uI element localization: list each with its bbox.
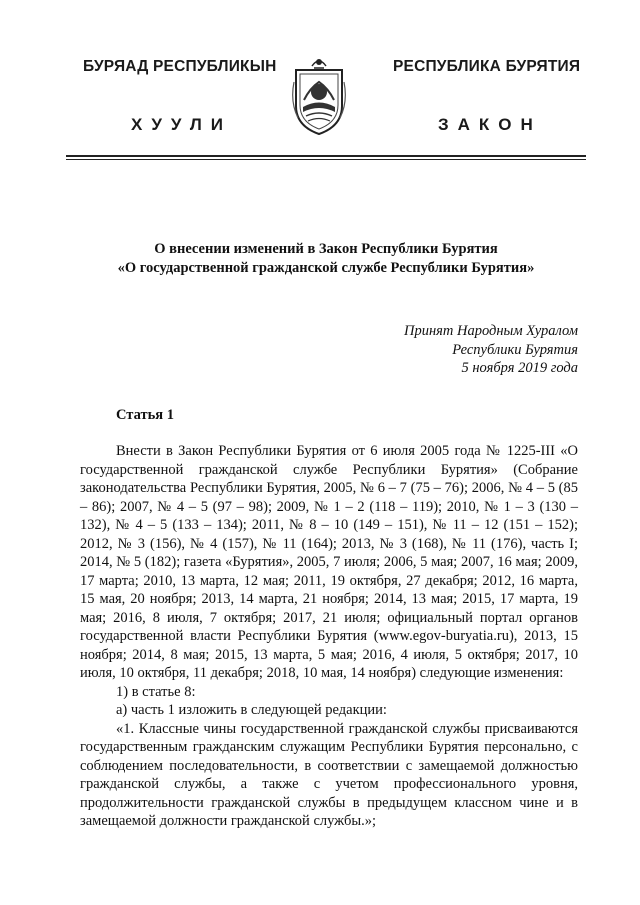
adoption-date: 5 ноября 2019 года	[461, 360, 578, 376]
header-left-subtitle: ХУУЛИ	[131, 115, 232, 134]
header-right-subtitle: ЗАКОН	[438, 115, 542, 134]
law-title	[66, 240, 586, 278]
article-quote-paragraph: «1. Классные чины государственной гражданской службы присваиваются государственным гражданским служащим Республики Бурятия персонально, с соблюдением последовательности, в соответствии с замещаемой должностью гражданской службы, а также с учетом профессионального уровня, продолжительности гражданской службы в предыдущем классном чине и в замещаемой должности гражданской службы.»;	[80, 720, 578, 829]
law-title-line-2: «О государственной гражданской службе Республики Бурятия»	[117, 260, 535, 276]
article-item-1a: а) часть 1 изложить в следующей редакции:	[116, 702, 387, 718]
law-title-line-1: О внесении изменений в Закон Республики Бурятия	[154, 241, 498, 257]
adoption-line-1: Принят Народным Хуралом	[403, 323, 578, 339]
coat-of-arms-icon	[290, 52, 348, 136]
header-right-title: РЕСПУБЛИКА БУРЯТИЯ	[393, 58, 581, 75]
header-left-title: БУРЯАД РЕСПУБЛИКЫН	[83, 58, 277, 75]
article-heading: Статья 1	[116, 407, 174, 423]
article-body	[80, 442, 578, 831]
adoption-note	[278, 322, 578, 378]
header-divider-thick	[66, 155, 586, 157]
article-intro-paragraph: Внести в Закон Республики Бурятия от 6 июля 2005 года № 1225-III «О государственной гражданской службе Республики Бурятия» (Собрание законодательства Республики Бурятия, 2005, № 6 – 7 (75 – 76); 2006, № 4 – 5 (85 – 86); 2007, № 4 – 5 (97 – 98); 2009, № 1 – 2 (118 – 119); 2010, № 1 – 3 (130 – 132), № 4 – 5 (133 – 134); 2011, № 8 – 10 (149 – 151), № 11 – 12 (151 – 152); 2012, № 3 (156), № 4 (157), № 11 (164); 2013, № 3 (168), № 11 (176), часть I; 2014, № 5 (182); газета «Бурятия», 2005, 7 июля; 2006, 5 мая; 2007, 16 мая; 2009, 17 марта; 2010, 13 марта, 12 мая; 2011, 19 октября, 27 декабря; 2012, 16 марта, 15 мая, 20 ноября; 2013, 14 марта, 21 ноября; 2014, 13 мая; 2015, 17 марта, 19 мая; 2016, 8 июля, 7 октября; 2017, 21 июля; официальный портал органов государственной власти Республики Бурятия (www.egov-buryatia.ru), 2013, 15 ноября; 2014, 8 мая; 2015, 13 марта, 5 мая; 2016, 4 июля, 5 октября; 2017, 10 июля, 10 октября, 11 декабря; 2018, 10 мая, 14 ноября) следующие изменения:	[80, 443, 578, 681]
adoption-line-2: Республики Бурятия	[452, 341, 578, 358]
header-divider-thin	[66, 159, 586, 160]
article-item-1: 1) в статье 8:	[116, 683, 196, 700]
